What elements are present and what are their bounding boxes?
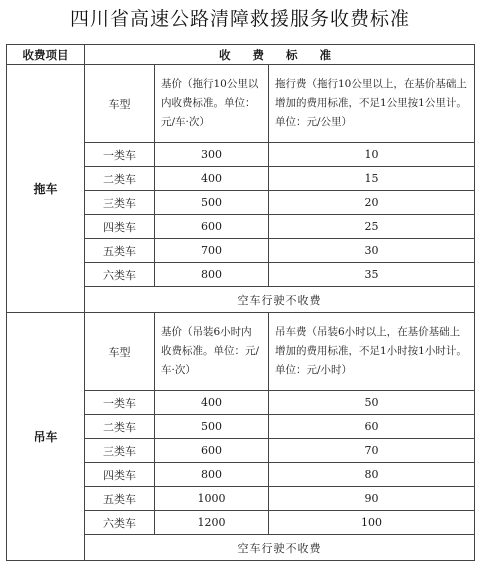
extra-fee-cell: 20: [269, 191, 475, 215]
fee-table: [6, 44, 475, 561]
towing-category-cell: 拖车: [7, 65, 85, 313]
crane-note: 空车行驶不收费: [85, 535, 475, 561]
base-price-cell: 400: [155, 167, 269, 191]
extra-fee-cell: 10: [269, 143, 475, 167]
extra-fee-cell: 60: [269, 415, 475, 439]
extra-fee-cell: 100: [269, 511, 475, 535]
extra-fee-cell: 15: [269, 167, 475, 191]
vehicle-type-cell: 一类车: [85, 391, 155, 415]
extra-fee-cell: 90: [269, 487, 475, 511]
vehicle-type-cell: 一类车: [85, 143, 155, 167]
extra-fee-cell: 25: [269, 215, 475, 239]
header-standard-cell: 收 费 标 准: [85, 45, 475, 65]
vehicle-type-cell: 三类车: [85, 191, 155, 215]
vehicle-type-cell: 六类车: [85, 263, 155, 287]
vehicle-type-cell: 五类车: [85, 239, 155, 263]
towing-desc-row: [7, 65, 475, 143]
towing-extra-desc: 拖行费（拖行10公里以上，在基价基础上增加的费用标准，不足1公里按1公里计。单位：元/公里）: [269, 65, 475, 143]
base-price-cell: 800: [155, 263, 269, 287]
vehicle-type-cell: 四类车: [85, 215, 155, 239]
vehicle-type-cell: 五类车: [85, 487, 155, 511]
table-header-row: [7, 45, 475, 65]
base-price-cell: 700: [155, 239, 269, 263]
vehicle-type-cell: 四类车: [85, 463, 155, 487]
base-price-cell: 500: [155, 191, 269, 215]
vehicle-type-cell: 二类车: [85, 167, 155, 191]
crane-desc-row: [7, 313, 475, 391]
crane-extra-desc: 吊车费（吊装6小时以上，在基价基础上增加的费用标准，不足1小时按1小时计。单位：元/小时）: [269, 313, 475, 391]
extra-fee-cell: 35: [269, 263, 475, 287]
towing-base-desc: 基价（拖行10公里以内收费标准。单位：元/车·次）: [155, 65, 269, 143]
base-price-cell: 800: [155, 463, 269, 487]
base-price-cell: 400: [155, 391, 269, 415]
crane-base-desc: 基价（吊装6小时内收费标准。单位：元/车·次）: [155, 313, 269, 391]
vehicle-type-cell: 六类车: [85, 511, 155, 535]
crane-vehicle-type-header: 车型: [85, 313, 155, 391]
document-title: 四川省高速公路清障救援服务收费标准: [69, 8, 410, 30]
vehicle-type-cell: 二类车: [85, 415, 155, 439]
crane-category-cell: 吊车: [7, 313, 85, 561]
base-price-cell: 500: [155, 415, 269, 439]
base-price-cell: 600: [155, 439, 269, 463]
extra-fee-cell: 50: [269, 391, 475, 415]
base-price-cell: 1000: [155, 487, 269, 511]
extra-fee-cell: 80: [269, 463, 475, 487]
base-price-cell: 1200: [155, 511, 269, 535]
extra-fee-cell: 70: [269, 439, 475, 463]
towing-note: 空车行驶不收费: [85, 287, 475, 313]
extra-fee-cell: 30: [269, 239, 475, 263]
vehicle-type-cell: 三类车: [85, 439, 155, 463]
towing-vehicle-type-header: 车型: [85, 65, 155, 143]
header-item-cell: 收费项目: [7, 45, 85, 65]
base-price-cell: 600: [155, 215, 269, 239]
base-price-cell: 300: [155, 143, 269, 167]
